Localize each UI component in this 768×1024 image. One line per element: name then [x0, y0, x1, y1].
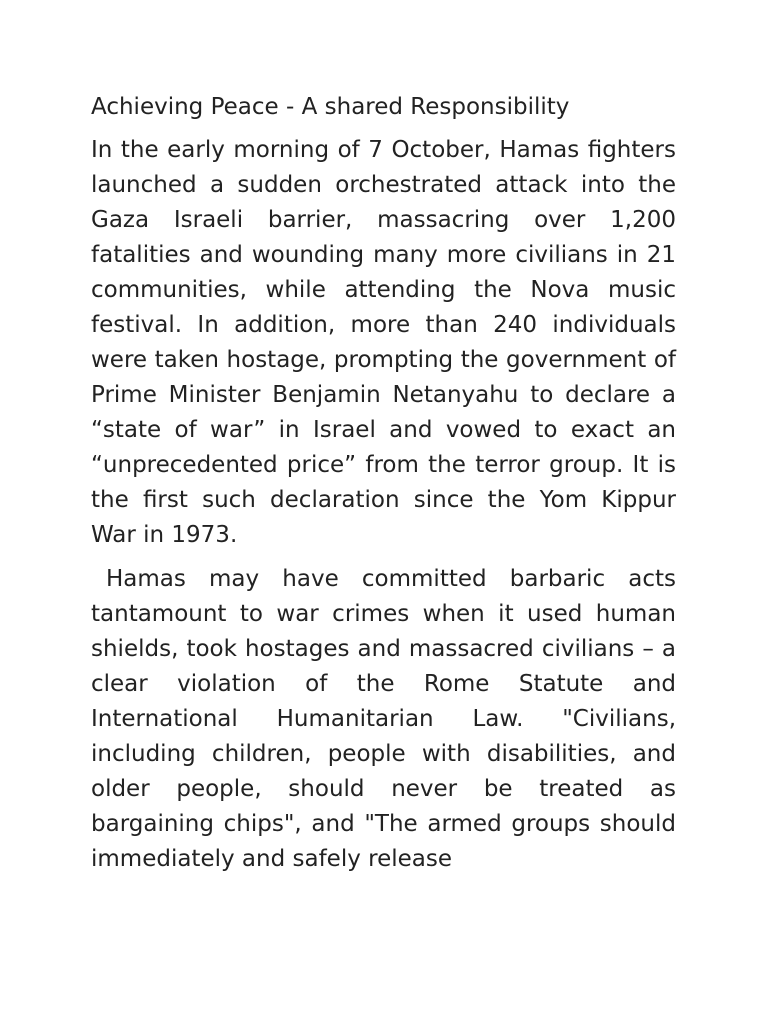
paragraph-1: In the early morning of 7 October, Hamas fighters launched a sudden orchestrated attack into the Gaza Israeli barrier, massacring over 1,200 fatalities and wounding many more civilians in 21 communities, while attending the Nova music festival. In addition, more than 240 individuals were taken hostage, prompting the government of Prime Minister Benjamin Netanyahu to declare a “state of war” in Israel and vowed to exact an “unprecedented price” from the terror group. It is the first such declaration since the Yom Kippur War in 1973. — [91, 137, 676, 548]
document-title: Achieving Peace - A shared Responsibility — [91, 94, 570, 120]
document-page — [91, 90, 676, 877]
paragraph-2: Hamas may have committed barbaric acts tantamount to war crimes when it used human shields, took hostages and massacred civilians – a clear violation of the Rome Statute and International Humanitarian Law. "Civilians, including children, people with disabilities, and older people, should never be treated as bargaining chips", and "The armed groups should immediately and safely release — [91, 566, 676, 872]
